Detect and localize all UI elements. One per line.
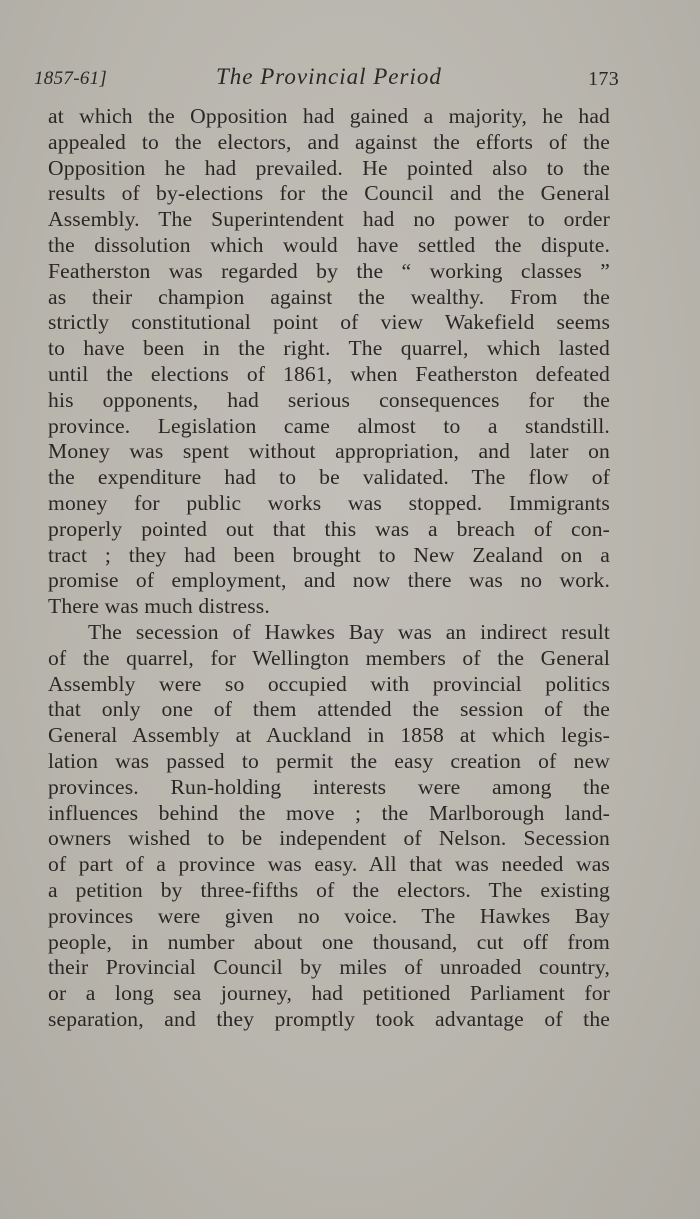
text-line: their Provincial Council by miles of unroaded country, bbox=[48, 955, 610, 980]
text-line: lation was passed to permit the easy creation of new bbox=[48, 748, 610, 773]
text-line: a petition by three-fifths of the electors. The existing bbox=[48, 877, 610, 902]
text-line: the dissolution which would have settled the dispute. bbox=[48, 232, 610, 257]
text-line: money for public works was stopped. Immigrants bbox=[48, 490, 610, 515]
text-line: strictly constitutional point of view Wakefield seems bbox=[48, 310, 610, 335]
text-line: Assembly. The Superintendent had no power to order bbox=[48, 207, 610, 232]
text-line: until the elections of 1861, when Featherston defeated bbox=[48, 361, 610, 386]
text-line: There was much distress. bbox=[48, 594, 270, 619]
text-line: to have been in the right. The quarrel, which lasted bbox=[48, 336, 610, 361]
text-line: influences behind the move ; the Marlborough land- bbox=[48, 800, 610, 825]
text-line: General Assembly at Auckland in 1858 at which legis- bbox=[48, 723, 610, 748]
text-line: Featherston was regarded by the “ working classes ” bbox=[48, 258, 610, 283]
text-line: as their champion against the wealthy. From the bbox=[48, 284, 610, 309]
text-line: that only one of them attended the session of the bbox=[48, 697, 610, 722]
text-line: Opposition he had prevailed. He pointed also to the bbox=[48, 155, 610, 180]
text-line: people, in number about one thousand, cut off from bbox=[48, 929, 610, 954]
text-line: of the quarrel, for Wellington members of the General bbox=[48, 645, 610, 670]
running-head bbox=[34, 64, 619, 96]
running-head-date-range: 1857-61] bbox=[34, 68, 108, 89]
text-line: of part of a province was easy. All that was needed was bbox=[48, 852, 610, 877]
text-line: properly pointed out that this was a breach of con- bbox=[48, 516, 610, 541]
text-line: Assembly were so occupied with provincial politics bbox=[48, 671, 610, 696]
text-line: at which the Opposition had gained a majority, he had bbox=[48, 104, 610, 128]
text-line: or a long sea journey, had petitioned Parliament for bbox=[48, 981, 610, 1006]
running-head-title: The Provincial Period bbox=[216, 64, 442, 89]
text-line: provinces. Run-holding interests were among the bbox=[48, 774, 610, 799]
text-line: The secession of Hawkes Bay was an indirect result bbox=[88, 619, 610, 644]
body-text bbox=[48, 104, 610, 1033]
text-line: results of by-elections for the Council and the General bbox=[48, 181, 610, 206]
text-line: his opponents, had serious consequences for the bbox=[48, 387, 610, 412]
text-line: appealed to the electors, and against the efforts of the bbox=[48, 129, 610, 154]
page-number: 173 bbox=[588, 68, 619, 90]
text-line: the expenditure had to be validated. The flow of bbox=[48, 465, 610, 490]
text-line: province. Legislation came almost to a standstill. bbox=[48, 413, 610, 438]
text-line: separation, and they promptly took advantage of the bbox=[48, 1006, 610, 1031]
text-line: tract ; they had been brought to New Zealand on a bbox=[48, 542, 610, 567]
text-line: provinces were given no voice. The Hawkes Bay bbox=[48, 903, 610, 928]
text-line: promise of employment, and now there was no work. bbox=[48, 568, 610, 593]
text-line: owners wished to be independent of Nelson. Secession bbox=[48, 826, 610, 851]
text-line: Money was spent without appropriation, and later on bbox=[48, 439, 610, 464]
